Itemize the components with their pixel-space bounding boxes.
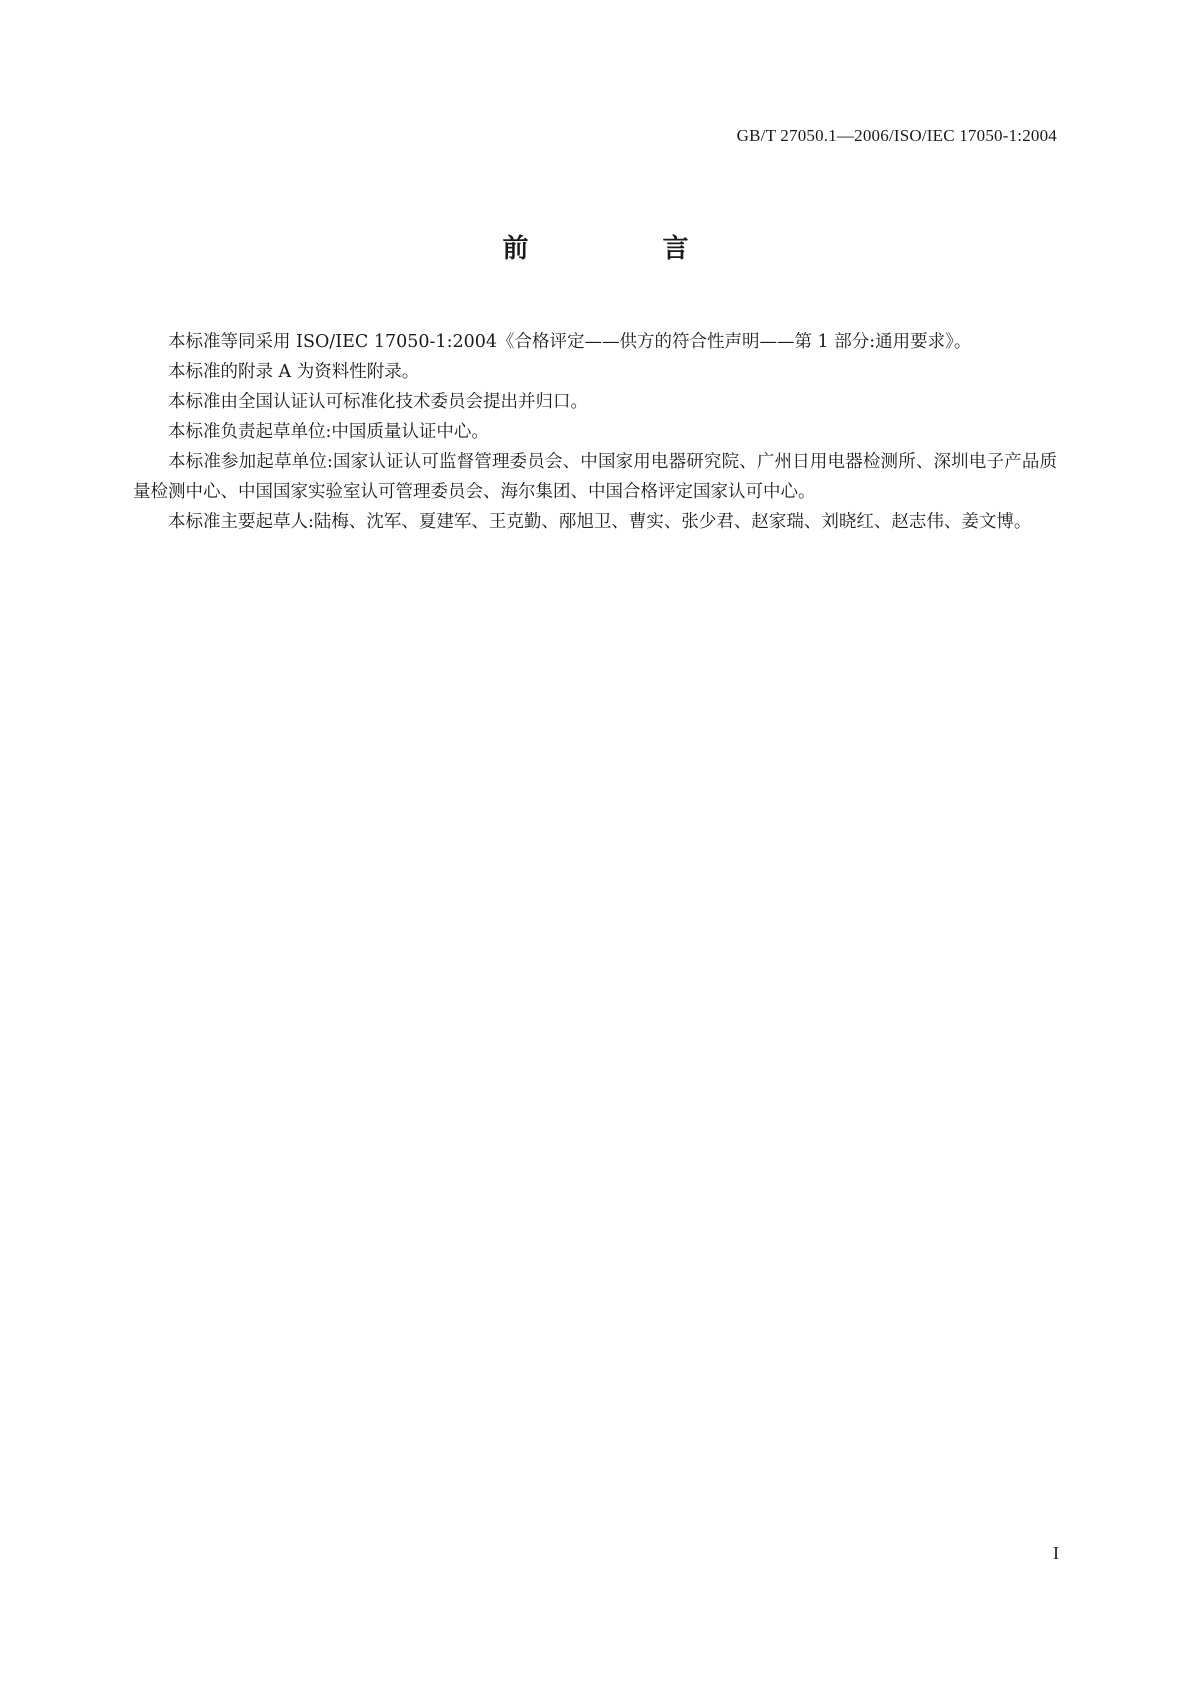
paragraph-participating-drafters: 本标准参加起草单位:国家认证认可监督管理委员会、中国家用电器研究院、广州日用电器检测所、深圳电子产品质量检测中心、中国国家实验室认可管理委员会、海尔集团、中国合格评定国家认可中心。: [133, 452, 1057, 502]
paragraph-lead-drafter: 本标准负责起草单位:中国质量认证中心。: [168, 422, 489, 442]
page-number: I: [1053, 1543, 1059, 1563]
foreword-body: [133, 327, 1057, 537]
paragraph-proposer: 本标准由全国认证认可标准化技术委员会提出并归口。: [168, 392, 588, 412]
standard-number-header: GB/T 27050.1—2006/ISO/IEC 17050-1:2004: [736, 126, 1057, 145]
page-title: 前 言: [502, 234, 743, 264]
paragraph-main-drafters: 本标准主要起草人:陆梅、沈军、夏建军、王克勤、邴旭卫、曹实、张少君、赵家瑞、刘晓红、赵志伟、姜文博。: [168, 512, 1032, 532]
paragraph-annex: 本标准的附录 A 为资料性附录。: [168, 362, 420, 382]
paragraph-adoption: 本标准等同采用 ISO/IEC 17050-1:2004《合格评定——供方的符合性声明——第 1 部分:通用要求》。: [168, 332, 972, 352]
